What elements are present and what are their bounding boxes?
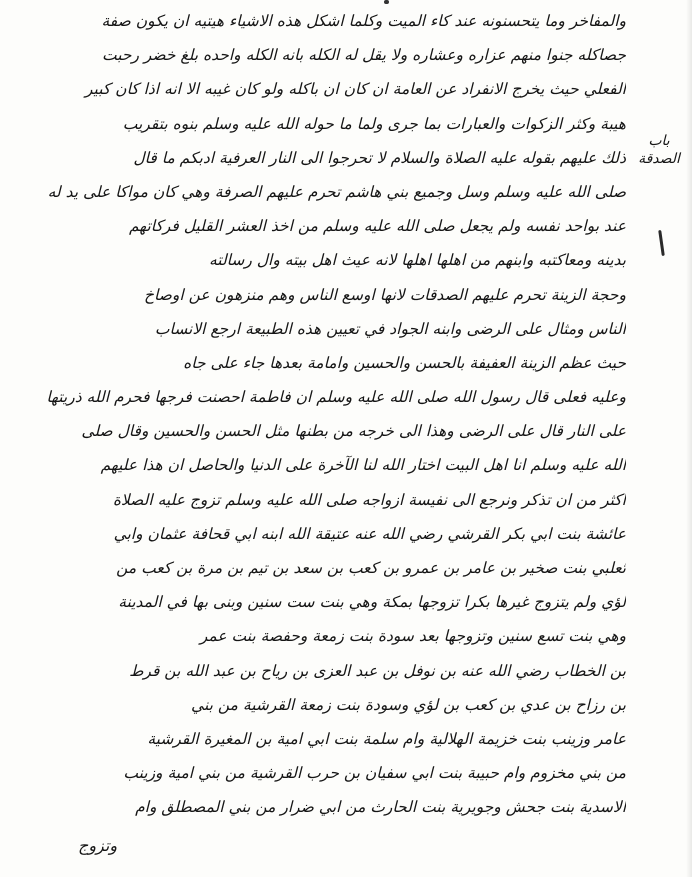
manuscript-line-21: بن رزاح بن عدي بن كعب بن لؤي وسودة بنت زمعة القرشية من بني [191,695,626,714]
manuscript-line-2: جصاكله جنوا منهم عزاره وعشاره ولا يقل له الكله بانه الكله واحده بلغ خضر رحبت [102,46,626,65]
margin-stroke-mark [658,230,665,256]
manuscript-line-19: وهي بنت تسع سنين وتزوجها بعد سودة بنت زمعة وحفصة بنت عمر [199,627,626,646]
manuscript-line-1: والمفاخر وما يتحسنونه عند كاء الميت وكلما اشكل هذه الاشياء هيتيه ان يكون صفة [101,12,626,30]
manuscript-line-22: عامر وزينب بنت خزيمة الهلالية وام سلمة بنت ابي امية بن المغيرة القرشية [147,729,626,748]
manuscript-line-7: عند بواحد نفسه ولم يجعل صلى الله عليه وسلم من اخذ العشر القليل فركاتهم [128,217,626,236]
manuscript-line-8: بدينه ومعاكتبه وابنهم من اهلها اهلها لانه عيث اهل بيته وال رسالته [208,251,626,270]
manuscript-line-16: عائشة بنت ابي بكر القرشي رضي الله عنه عتيقة الله ابنه ابي قحافة عثمان وابي [113,524,626,543]
scan-edge-shadow [686,0,692,877]
manuscript-line-6: صلى الله عليه وسلم وسل وجميع بني هاشم تحرم عليهم الصرفة وهي كان مواكا على يد له [47,182,626,201]
manuscript-line-12: وعليه فعلى قال رسول الله صلى الله عليه وسلم ان فاطمة احصنت فرجها فحرم الله ذريتها [46,388,626,407]
manuscript-line-24: الاسدية بنت جحش وجويرية بنت الحارث من ابي ضرار من بني المصطلق وام [135,798,626,817]
manuscript-line-18: لؤي ولم يتزوج غيرها بكرا تزوجها بمكة وهي بنت ست سنين وبنى بها في المدينة [118,593,626,612]
manuscript-line-17: ثعلبي بنت صخير بن عامر بن عمرو بن كعب بن سعد بن تيم بن مرة بن كعب من [116,559,626,577]
manuscript-line-5: ذلك عليهم بقوله عليه الصلاة والسلام لا تحرجوا الى النار العرفية ادبكم ما قال [133,148,626,167]
manuscript-catchword: وتزوج [78,836,118,855]
manuscript-line-3: الفعلي حيث يخرج الانفراد عن العامة ان كان ان باكله ولو كان غيبه الا انه اذا كان كبير [84,80,626,99]
manuscript-line-9: وحجة الزينة تحرم عليهم الصدقات لانها اوسع الناس وهم منزهون عن اوصاخ [144,285,626,304]
manuscript-line-20: بن الخطاب رضي الله عنه بن نوفل بن عبد العزى بن رياح بن عبد الله بن قرط [129,661,626,680]
manuscript-line-11: حيث عظم الزينة العفيفة بالحسن والحسين وامامة بعدها جاء على جاه [183,353,626,372]
manuscript-text-block [14,4,626,825]
margin-note: باب الصدقة [638,133,680,167]
manuscript-line-4: هيبة وكثر الزكوات والعبارات بما جرى ولما ما حوله الله عليه وسلم بنوه بتقريب [122,114,626,133]
manuscript-line-10: الناس ومثال على الرضى وابنه الجواد في تعيين هذه الطبيعة ارجع الانساب [154,319,626,338]
manuscript-line-13: على النار قال على الرضى وهذا الى خرجه من بطنها مثل الحسن والحسين وقال صلى [81,422,626,441]
manuscript-line-15: اكثر من ان تذكر ونرجع الى نفيسة ازواجه صلى الله عليه وسلم تزوج عليه الصلاة [112,490,626,509]
manuscript-line-14: الله عليه وسلم انا اهل البيت اختار الله لنا الآخرة على الدنيا والحاصل ان هذا عليهم [100,456,626,475]
manuscript-line-23: من بني مخزوم وام حبيبة بنت ابي سفيان بن حرب القرشية من بني امية وزينب [123,764,626,783]
